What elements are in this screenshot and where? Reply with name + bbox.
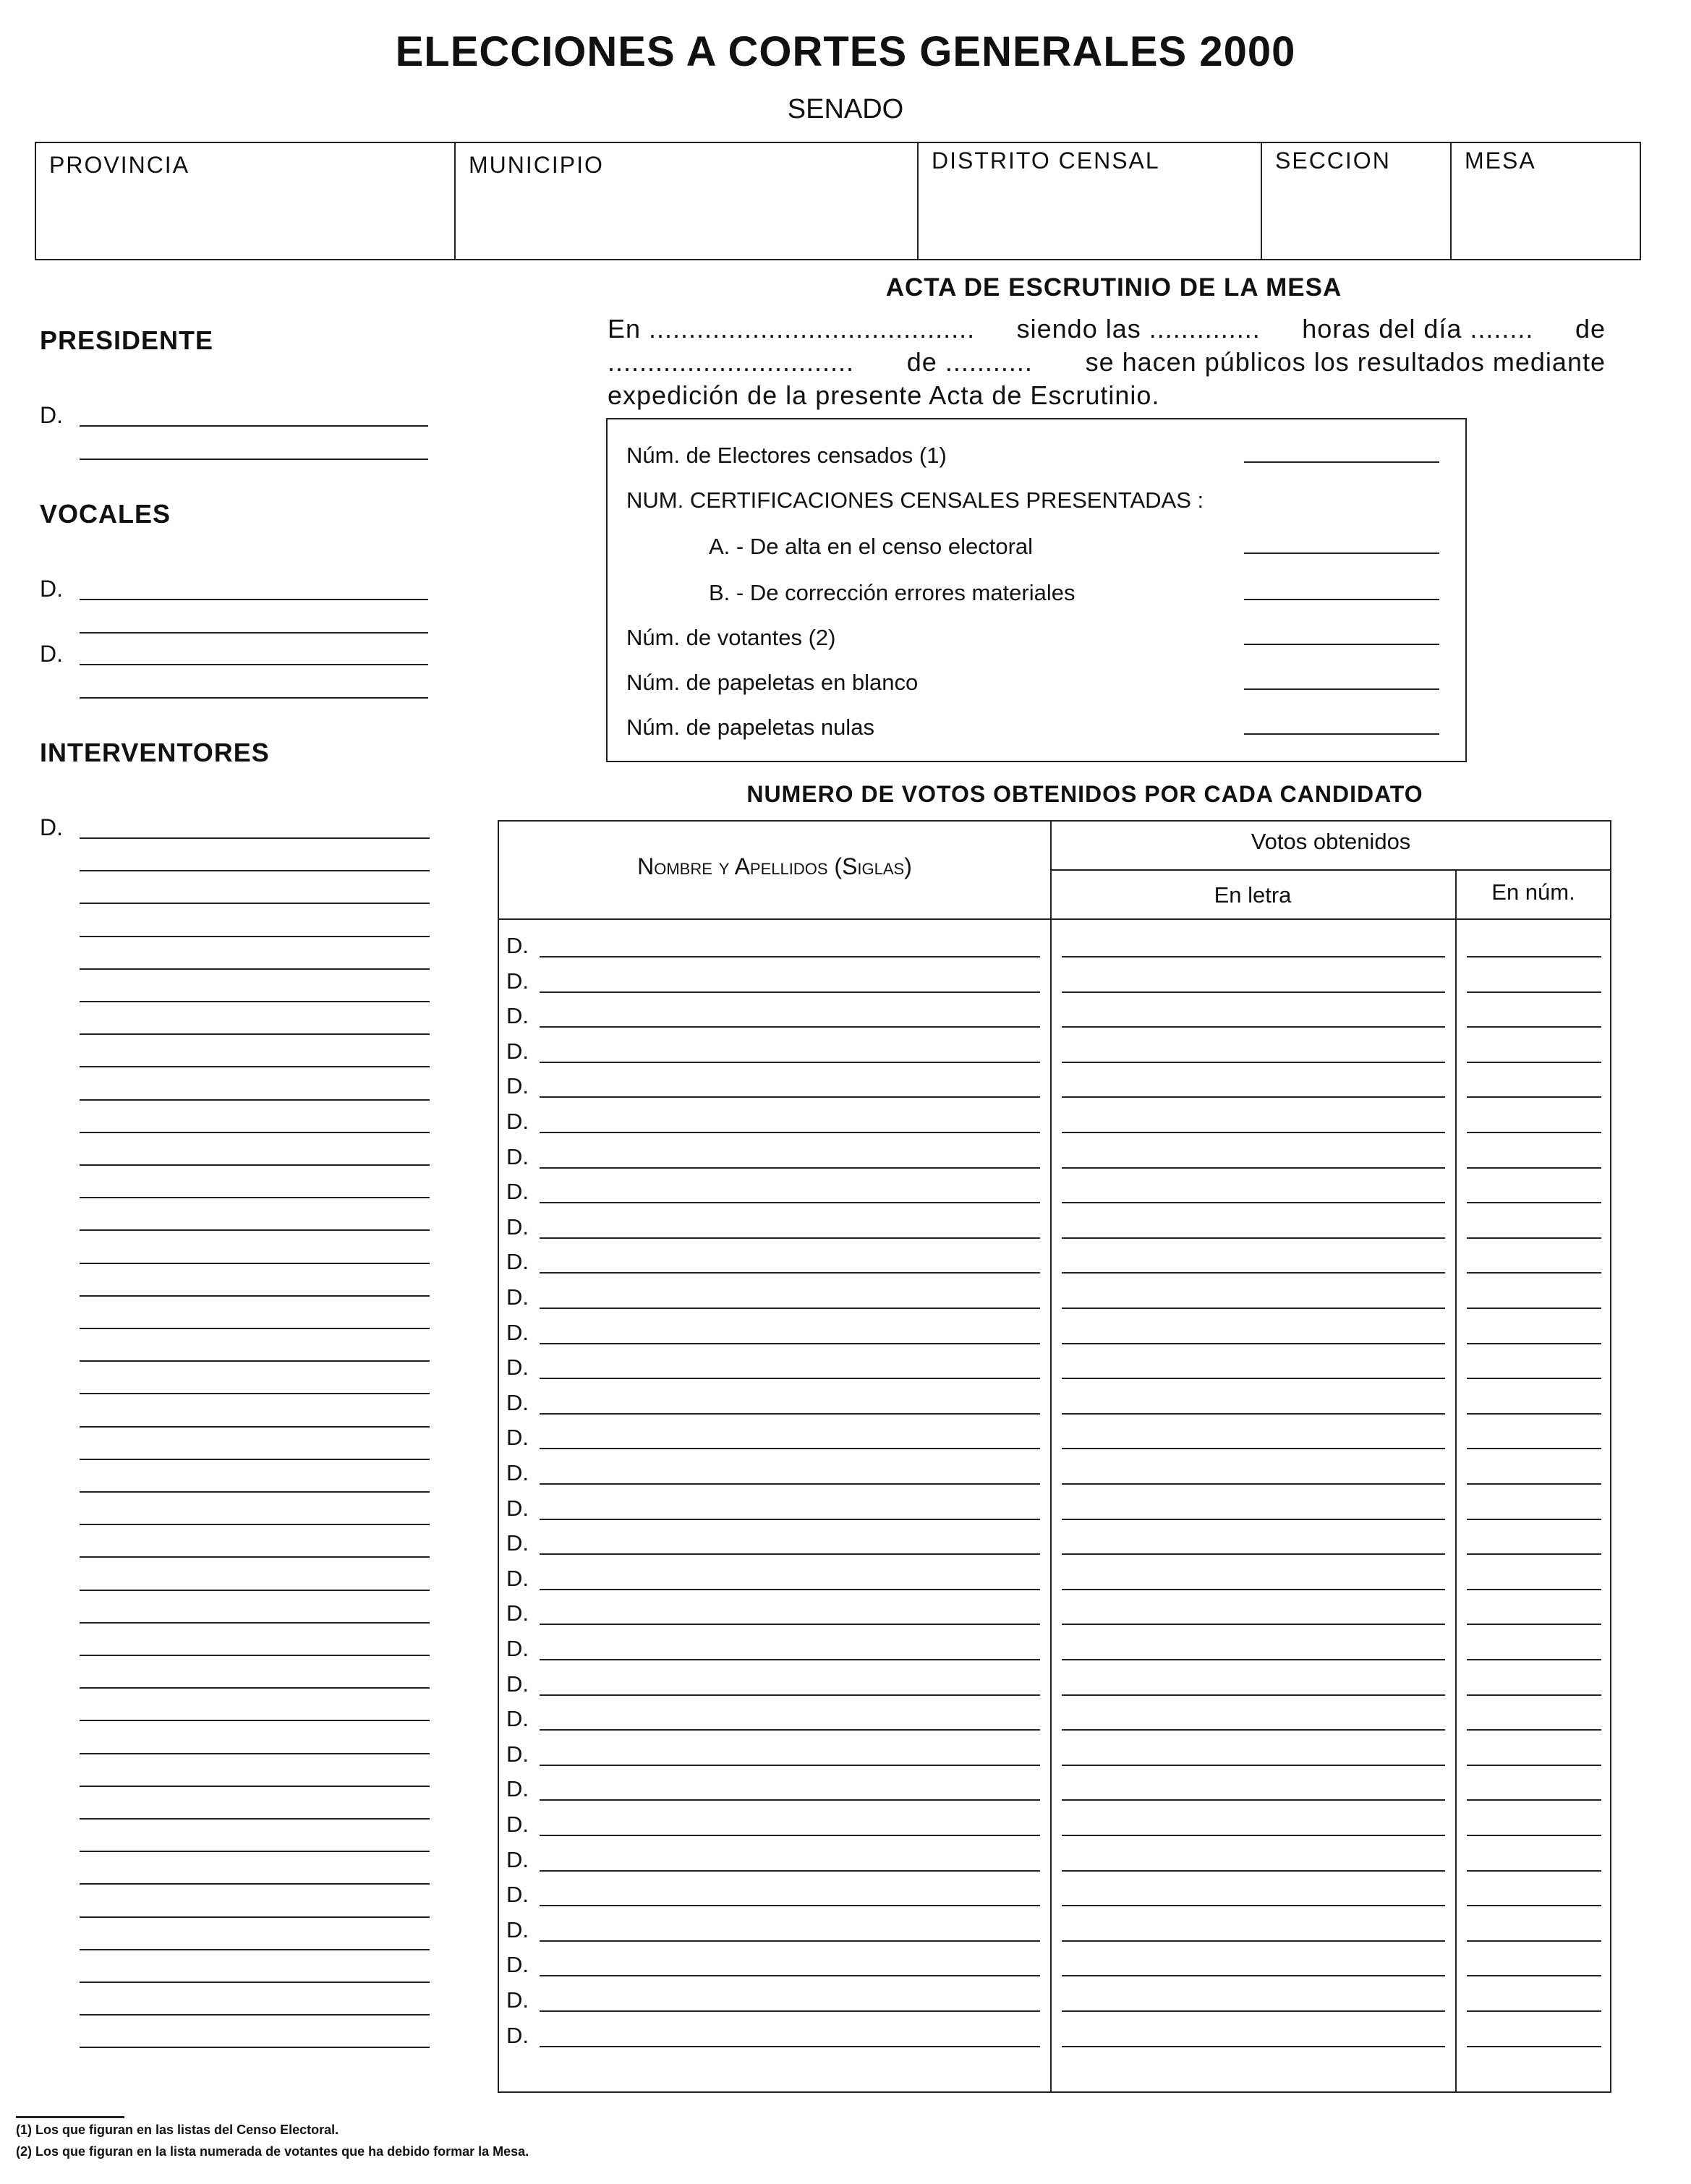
candidate-d-label: D. <box>506 1038 529 1064</box>
candidate-votes-num-field[interactable] <box>1467 1096 1601 1098</box>
interventor-line[interactable] <box>80 1459 430 1460</box>
candidate-d-label: D. <box>506 1987 529 2013</box>
candidate-votes-num-field[interactable] <box>1467 1589 1601 1590</box>
candidate-votes-letra-field[interactable] <box>1062 1343 1445 1344</box>
candidate-d-label: D. <box>506 1495 529 1521</box>
candidate-votes-letra-field[interactable] <box>1062 1483 1445 1485</box>
votantes-field[interactable] <box>1244 644 1439 645</box>
interventor-line[interactable] <box>80 1491 430 1493</box>
acta-line2-part3: se hacen públicos los resultados mediante <box>1085 347 1606 377</box>
electores-label: Núm. de Electores censados (1) <box>626 443 947 468</box>
candidate-votes-num-field[interactable] <box>1467 1799 1601 1801</box>
form-title: ELECCIONES A CORTES GENERALES 2000 <box>395 28 1296 75</box>
presidente-heading: PRESIDENTE <box>40 325 214 355</box>
candidate-name-field[interactable] <box>540 1553 1040 1555</box>
candidate-name-field[interactable] <box>540 1343 1040 1344</box>
interventor-line[interactable] <box>80 1197 430 1198</box>
vocales-heading: VOCALES <box>40 499 171 529</box>
interventor-line[interactable] <box>80 1099 430 1101</box>
candidate-d-label: D. <box>506 1319 529 1345</box>
votes-table <box>498 820 1611 2093</box>
candidate-d-label: D. <box>506 1389 529 1415</box>
interventor-line[interactable] <box>80 1328 430 1329</box>
candidate-votes-num-field[interactable] <box>1467 1624 1601 1625</box>
stats-box <box>606 418 1467 762</box>
candidate-d-label: D. <box>506 1355 529 1381</box>
candidate-votes-num-field[interactable] <box>1467 1026 1601 1028</box>
interventor-line[interactable] <box>80 870 430 871</box>
candidate-votes-letra-field[interactable] <box>1062 1624 1445 1625</box>
candidate-votes-num-field[interactable] <box>1467 1975 1601 1976</box>
interventor-line[interactable] <box>80 1687 430 1689</box>
candidate-d-label: D. <box>506 1284 529 1310</box>
interventor-line[interactable] <box>80 1229 430 1231</box>
candidate-votes-num-field[interactable] <box>1467 1343 1601 1344</box>
candidate-name-field[interactable] <box>540 1624 1040 1625</box>
acta-line2-part2: de ........... <box>906 347 1033 377</box>
candidate-votes-num-field[interactable] <box>1467 1413 1601 1415</box>
candidate-votes-num-field[interactable] <box>1467 1694 1601 1696</box>
candidate-d-label: D. <box>506 1073 529 1099</box>
candidate-d-label: D. <box>506 1530 529 1556</box>
candidate-name-field[interactable] <box>540 1940 1040 1942</box>
candidate-name-field[interactable] <box>540 1975 1040 1976</box>
candidate-votes-num-field[interactable] <box>1467 1483 1601 1485</box>
candidate-votes-letra-field[interactable] <box>1062 1237 1445 1239</box>
presidente-d-label: D. <box>40 402 63 428</box>
interventor-line[interactable] <box>80 1949 430 1950</box>
candidate-name-field[interactable] <box>540 1694 1040 1696</box>
candidate-d-label: D. <box>506 1916 529 1942</box>
footnote-rule <box>16 2116 124 2118</box>
interventor-line[interactable] <box>80 936 430 937</box>
candidate-votes-num-field[interactable] <box>1467 1202 1601 1203</box>
candidate-name-field[interactable] <box>540 1378 1040 1379</box>
candidate-name-field[interactable] <box>540 2010 1040 2012</box>
candidate-votes-letra-field[interactable] <box>1062 1519 1445 1520</box>
candidate-name-field[interactable] <box>540 956 1040 957</box>
vocal-1-line-2[interactable] <box>80 632 428 634</box>
header-bottom-line <box>499 918 1611 920</box>
candidate-votes-num-field[interactable] <box>1467 2046 1601 2047</box>
interventor-line[interactable] <box>80 1360 430 1362</box>
candidate-votes-letra-field[interactable] <box>1062 1694 1445 1696</box>
interventor-line[interactable] <box>80 1295 430 1297</box>
form-subtitle: SENADO <box>787 94 904 124</box>
candidate-votes-num-field[interactable] <box>1467 1378 1601 1379</box>
candidate-name-field[interactable] <box>540 1062 1040 1063</box>
interventor-line[interactable] <box>80 1818 430 1820</box>
distrito-field[interactable] <box>919 143 1262 259</box>
candidate-d-label: D. <box>506 1460 529 1485</box>
acta-line1-part3: horas del día ........ <box>1302 314 1534 344</box>
candidate-name-field[interactable] <box>540 1167 1040 1169</box>
candidate-votes-letra-field[interactable] <box>1062 2046 1445 2047</box>
interventores-heading: INTERVENTORES <box>40 738 270 767</box>
candidate-name-field[interactable] <box>540 1448 1040 1449</box>
interventor-line[interactable] <box>80 1132 430 1133</box>
distrito-label: DISTRITO CENSAL <box>932 148 1160 174</box>
mesa-field[interactable] <box>1452 143 1640 259</box>
acta-line1-part1: En ......................................... <box>608 314 976 344</box>
provincia-field[interactable] <box>36 143 456 259</box>
candidate-votes-letra-field[interactable] <box>1062 1553 1445 1555</box>
interventor-line[interactable] <box>80 1066 430 1067</box>
col-letra-header: En letra <box>1214 882 1292 908</box>
col-name-header: Nombre y Apellidos (Siglas) <box>637 853 912 879</box>
correccion-label: B. - De corrección errores materiales <box>709 580 1075 605</box>
candidate-votes-num-field[interactable] <box>1467 1237 1601 1239</box>
interventor-line[interactable] <box>80 1556 430 1558</box>
candidate-votes-num-field[interactable] <box>1467 1905 1601 1906</box>
candidate-d-label: D. <box>506 2022 529 2048</box>
candidate-votes-letra-field[interactable] <box>1062 1975 1445 1976</box>
correccion-field[interactable] <box>1244 599 1439 600</box>
candidate-d-label: D. <box>506 1109 529 1134</box>
candidate-d-label: D. <box>506 933 529 958</box>
candidate-d-label: D. <box>506 1636 529 1661</box>
interventor-line[interactable] <box>80 1033 430 1035</box>
candidate-votes-num-field[interactable] <box>1467 1519 1601 1520</box>
candidate-d-label: D. <box>506 1776 529 1802</box>
candidate-name-field[interactable] <box>540 1308 1040 1309</box>
vocal-2-d-label: D. <box>40 641 63 667</box>
candidate-votes-letra-field[interactable] <box>1062 2010 1445 2012</box>
interventor-line[interactable] <box>80 1426 430 1428</box>
candidate-votes-letra-field[interactable] <box>1062 1729 1445 1731</box>
seccion-label: SECCION <box>1275 148 1391 174</box>
candidate-d-label: D. <box>506 1213 529 1240</box>
candidate-d-label: D. <box>506 1706 529 1732</box>
col-divider-name <box>1050 822 1052 2091</box>
interventor-line[interactable] <box>80 1590 430 1591</box>
candidate-d-label: D. <box>506 1425 529 1451</box>
location-box <box>35 142 1641 260</box>
candidate-d-label: D. <box>506 1003 529 1029</box>
candidate-name-field[interactable] <box>540 1905 1040 1906</box>
candidate-name-field[interactable] <box>540 1835 1040 1836</box>
certificaciones-label: NUM. CERTIFICACIONES CENSALES PRESENTADAS : <box>626 487 1204 513</box>
interventor-line[interactable] <box>80 1786 430 1787</box>
alta-label: A. - De alta en el censo electoral <box>709 534 1034 559</box>
acta-line2-part1: ............................... <box>608 347 855 377</box>
candidate-votes-num-field[interactable] <box>1467 1835 1601 1836</box>
acta-line3: expedición de la presente Acta de Escrutinio. <box>608 380 1160 410</box>
candidate-d-label: D. <box>506 1952 529 1978</box>
interventor-line[interactable] <box>80 1622 430 1624</box>
alta-field[interactable] <box>1244 553 1439 554</box>
candidate-votes-letra-field[interactable] <box>1062 1167 1445 1169</box>
candidate-name-field[interactable] <box>540 2046 1040 2047</box>
candidate-name-field[interactable] <box>540 1519 1040 1520</box>
candidate-votes-num-field[interactable] <box>1467 1659 1601 1660</box>
acta-line1-part4: de <box>1575 314 1606 344</box>
votes-subheader-line <box>1050 869 1611 871</box>
col-num-header: En núm. <box>1491 879 1575 905</box>
candidate-name-field[interactable] <box>540 1483 1040 1485</box>
interventor-line[interactable] <box>80 837 430 839</box>
candidate-name-field[interactable] <box>540 1729 1040 1731</box>
mesa-label: MESA <box>1465 148 1536 174</box>
acta-line1-part2: siendo las .............. <box>1016 314 1261 344</box>
candidate-votes-letra-field[interactable] <box>1062 1096 1445 1098</box>
candidate-votes-num-field[interactable] <box>1467 1729 1601 1731</box>
interventor-line[interactable] <box>80 2047 430 2048</box>
seccion-field[interactable] <box>1262 143 1452 259</box>
candidate-name-field[interactable] <box>540 1272 1040 1274</box>
candidate-votes-num-field[interactable] <box>1467 1132 1601 1133</box>
candidate-d-label: D. <box>506 1143 529 1169</box>
provincia-label: PROVINCIA <box>49 152 190 178</box>
candidate-name-field[interactable] <box>540 1870 1040 1872</box>
candidate-d-label: D. <box>506 1846 529 1872</box>
interventores-d-label: D. <box>40 814 63 840</box>
municipio-label: MUNICIPIO <box>469 152 604 178</box>
col-divider-num <box>1455 871 1457 2091</box>
candidate-votes-num-field[interactable] <box>1467 2010 1601 2012</box>
candidate-votes-letra-field[interactable] <box>1062 1659 1445 1660</box>
candidate-votes-letra-field[interactable] <box>1062 1272 1445 1274</box>
candidate-votes-letra-field[interactable] <box>1062 1448 1445 1449</box>
municipio-field[interactable] <box>456 143 919 259</box>
candidate-votes-letra-field[interactable] <box>1062 1062 1445 1063</box>
footnote-1: (1) Los que figuran en las listas del Censo Electoral. <box>16 2123 339 2137</box>
candidate-votes-num-field[interactable] <box>1467 991 1601 993</box>
nulas-field[interactable] <box>1244 733 1439 735</box>
candidate-votes-letra-field[interactable] <box>1062 1132 1445 1133</box>
interventor-line[interactable] <box>80 1393 430 1394</box>
candidate-votes-num-field[interactable] <box>1467 956 1601 957</box>
acta-text <box>608 312 1606 412</box>
votantes-label: Núm. de votantes (2) <box>626 625 836 650</box>
candidate-name-field[interactable] <box>540 1237 1040 1239</box>
candidate-name-field[interactable] <box>540 1659 1040 1660</box>
candidate-votes-letra-field[interactable] <box>1062 1940 1445 1942</box>
acta-title: ACTA DE ESCRUTINIO DE LA MESA <box>885 273 1342 302</box>
interventor-line[interactable] <box>80 1883 430 1885</box>
interventor-line[interactable] <box>80 1524 430 1525</box>
interventor-line[interactable] <box>80 1982 430 1983</box>
candidate-name-field[interactable] <box>540 991 1040 993</box>
candidate-votes-letra-field[interactable] <box>1062 1799 1445 1801</box>
candidate-name-field[interactable] <box>540 1799 1040 1801</box>
col-votes-header: Votos obtenidos <box>1251 829 1411 854</box>
candidate-name-field[interactable] <box>540 1413 1040 1415</box>
candidate-d-label: D. <box>506 1600 529 1626</box>
candidate-votes-num-field[interactable] <box>1467 1167 1601 1169</box>
candidate-votes-num-field[interactable] <box>1467 1553 1601 1555</box>
candidate-votes-letra-field[interactable] <box>1062 1765 1445 1766</box>
interventor-line[interactable] <box>80 1916 430 1918</box>
interventor-line[interactable] <box>80 968 430 970</box>
candidate-name-field[interactable] <box>540 1096 1040 1098</box>
candidate-d-label: D. <box>506 1741 529 1767</box>
blanco-field[interactable] <box>1244 688 1439 690</box>
votes-title: NUMERO DE VOTOS OBTENIDOS POR CADA CANDIDATO <box>746 781 1423 807</box>
blanco-label: Núm. de papeletas en blanco <box>626 670 919 695</box>
vocal-2-line-2[interactable] <box>80 697 428 699</box>
candidate-name-field[interactable] <box>540 1589 1040 1590</box>
candidate-votes-letra-field[interactable] <box>1062 1835 1445 1836</box>
vocal-2-line-1[interactable] <box>80 664 428 665</box>
candidate-name-field[interactable] <box>540 1026 1040 1028</box>
candidate-votes-letra-field[interactable] <box>1062 1905 1445 1906</box>
candidate-votes-letra-field[interactable] <box>1062 1378 1445 1379</box>
candidate-votes-letra-field[interactable] <box>1062 956 1445 957</box>
candidate-d-label: D. <box>506 1179 529 1205</box>
interventor-line[interactable] <box>80 1753 430 1754</box>
candidate-d-label: D. <box>506 1671 529 1697</box>
candidate-votes-num-field[interactable] <box>1467 1870 1601 1872</box>
interventor-line[interactable] <box>80 1001 430 1002</box>
nulas-label: Núm. de papeletas nulas <box>626 715 874 740</box>
candidate-votes-letra-field[interactable] <box>1062 1308 1445 1309</box>
candidate-votes-letra-field[interactable] <box>1062 1202 1445 1203</box>
candidate-votes-num-field[interactable] <box>1467 1272 1601 1274</box>
candidate-votes-letra-field[interactable] <box>1062 1589 1445 1590</box>
interventor-line[interactable] <box>80 2014 430 2015</box>
interventor-line[interactable] <box>80 1263 430 1264</box>
footnote-2: (2) Los que figuran en la lista numerada de votantes que ha debido formar la Mesa. <box>16 2144 529 2159</box>
candidate-votes-num-field[interactable] <box>1467 1448 1601 1449</box>
candidate-d-label: D. <box>506 1249 529 1275</box>
interventor-line[interactable] <box>80 1655 430 1656</box>
vocal-1-line-1[interactable] <box>80 599 428 600</box>
candidate-name-field[interactable] <box>540 1132 1040 1133</box>
candidate-votes-num-field[interactable] <box>1467 1940 1601 1942</box>
candidate-votes-letra-field[interactable] <box>1062 991 1445 993</box>
candidate-votes-num-field[interactable] <box>1467 1062 1601 1063</box>
candidate-d-label: D. <box>506 1882 529 1908</box>
candidate-d-label: D. <box>506 968 529 994</box>
candidate-votes-letra-field[interactable] <box>1062 1413 1445 1415</box>
candidate-votes-letra-field[interactable] <box>1062 1870 1445 1872</box>
interventor-line[interactable] <box>80 1164 430 1166</box>
candidate-votes-num-field[interactable] <box>1467 1765 1601 1766</box>
candidate-d-label: D. <box>506 1812 529 1837</box>
candidate-name-field[interactable] <box>540 1202 1040 1203</box>
vocal-1-d-label: D. <box>40 576 63 602</box>
presidente-line-1[interactable] <box>80 425 428 427</box>
interventor-line[interactable] <box>80 903 430 904</box>
footnotes <box>16 2119 529 2162</box>
electores-field[interactable] <box>1244 461 1439 463</box>
interventor-line[interactable] <box>80 1720 430 1721</box>
candidate-votes-num-field[interactable] <box>1467 1308 1601 1309</box>
presidente-line-2[interactable] <box>80 458 428 460</box>
candidate-d-label: D. <box>506 1565 529 1591</box>
candidate-votes-letra-field[interactable] <box>1062 1026 1445 1028</box>
interventor-line[interactable] <box>80 1851 430 1852</box>
candidate-name-field[interactable] <box>540 1765 1040 1766</box>
